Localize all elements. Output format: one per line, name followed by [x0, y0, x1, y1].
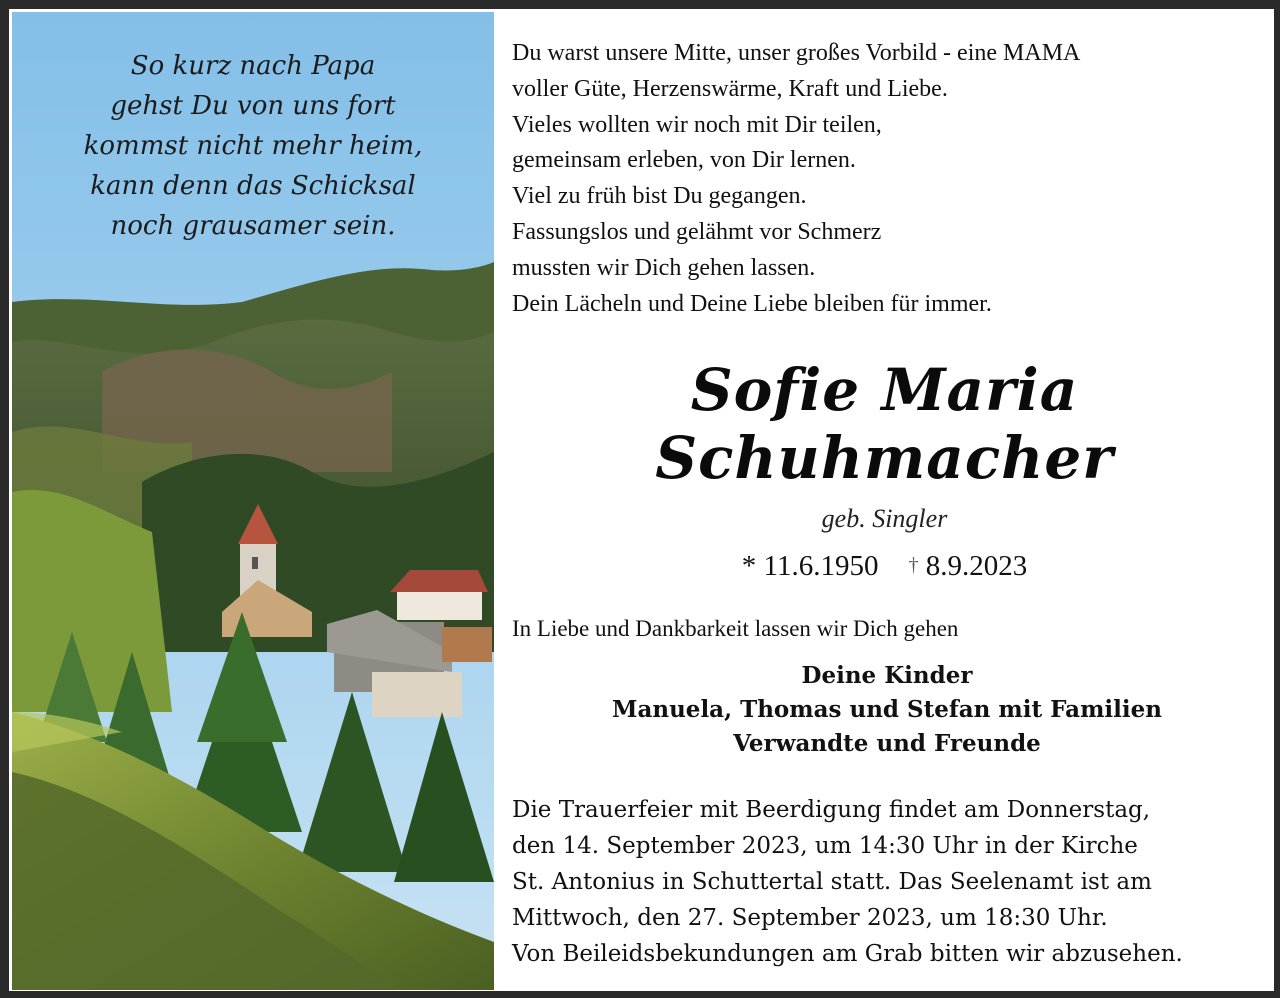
intro-line: Viel zu früh bist Du gegangen.: [512, 183, 807, 210]
poem-line: kommst nicht mehr heim,: [83, 131, 423, 161]
deceased-name: [512, 356, 1257, 492]
ceremony-line: Von Beileidsbekundungen am Grab bitten wir abzusehen.: [512, 941, 1183, 967]
poem-line: noch grausamer sein.: [110, 211, 396, 241]
name-line-last: Schuhmacher: [655, 424, 1114, 492]
birth-date: * 11.6.1950: [741, 550, 879, 582]
farewell-line: In Liebe und Dankbarkeit lassen wir Dich gehen: [512, 616, 959, 641]
ceremony-line: St. Antonius in Schuttertal statt. Das Seelenamt ist am: [512, 869, 1152, 895]
poem: [12, 46, 494, 246]
death-date: 8.9.2023: [925, 550, 1028, 582]
intro-line: Vieles wollten wir noch mit Dir teilen,: [512, 111, 882, 138]
obituary-text: [512, 36, 1267, 976]
intro-line: Dein Lächeln und Deine Liebe bleiben für immer.: [512, 290, 992, 317]
maiden-name: geb. Singler: [821, 504, 948, 533]
name-line-first: Sofie Maria: [690, 356, 1079, 424]
ceremony-line: Die Trauerfeier mit Beerdigung findet am Donnerstag,: [512, 797, 1151, 823]
life-dates: [512, 550, 1257, 583]
ceremony-line: den 14. September 2023, um 14:30 Uhr in der Kirche: [512, 833, 1138, 859]
intro-line: mussten wir Dich gehen lassen.: [512, 254, 816, 281]
landscape-photo: [12, 12, 494, 990]
intro-line: Fassungslos und gelähmt vor Schmerz: [512, 218, 882, 245]
poem-line: gehst Du von uns fort: [110, 91, 396, 121]
intro-paragraph: [512, 36, 1267, 322]
ceremony-info: [512, 792, 1183, 972]
intro-line: gemeinsam erleben, von Dir lernen.: [512, 147, 856, 174]
intro-line: voller Güte, Herzenswärme, Kraft und Liebe.: [512, 75, 948, 102]
family-line: Manuela, Thomas und Stefan mit Familien: [612, 696, 1162, 723]
family-line: Deine Kinder: [801, 662, 973, 689]
poem-line: kann denn das Schicksal: [90, 171, 416, 201]
family-signatures: [512, 659, 1262, 761]
cross-icon: †: [908, 554, 919, 576]
family-line: Verwandte und Freunde: [733, 730, 1041, 757]
ceremony-line: Mittwoch, den 27. September 2023, um 18:30 Uhr.: [512, 905, 1108, 931]
poem-line: So kurz nach Papa: [130, 51, 376, 81]
intro-line: Du warst unsere Mitte, unser großes Vorbild - eine MAMA: [512, 40, 1081, 66]
